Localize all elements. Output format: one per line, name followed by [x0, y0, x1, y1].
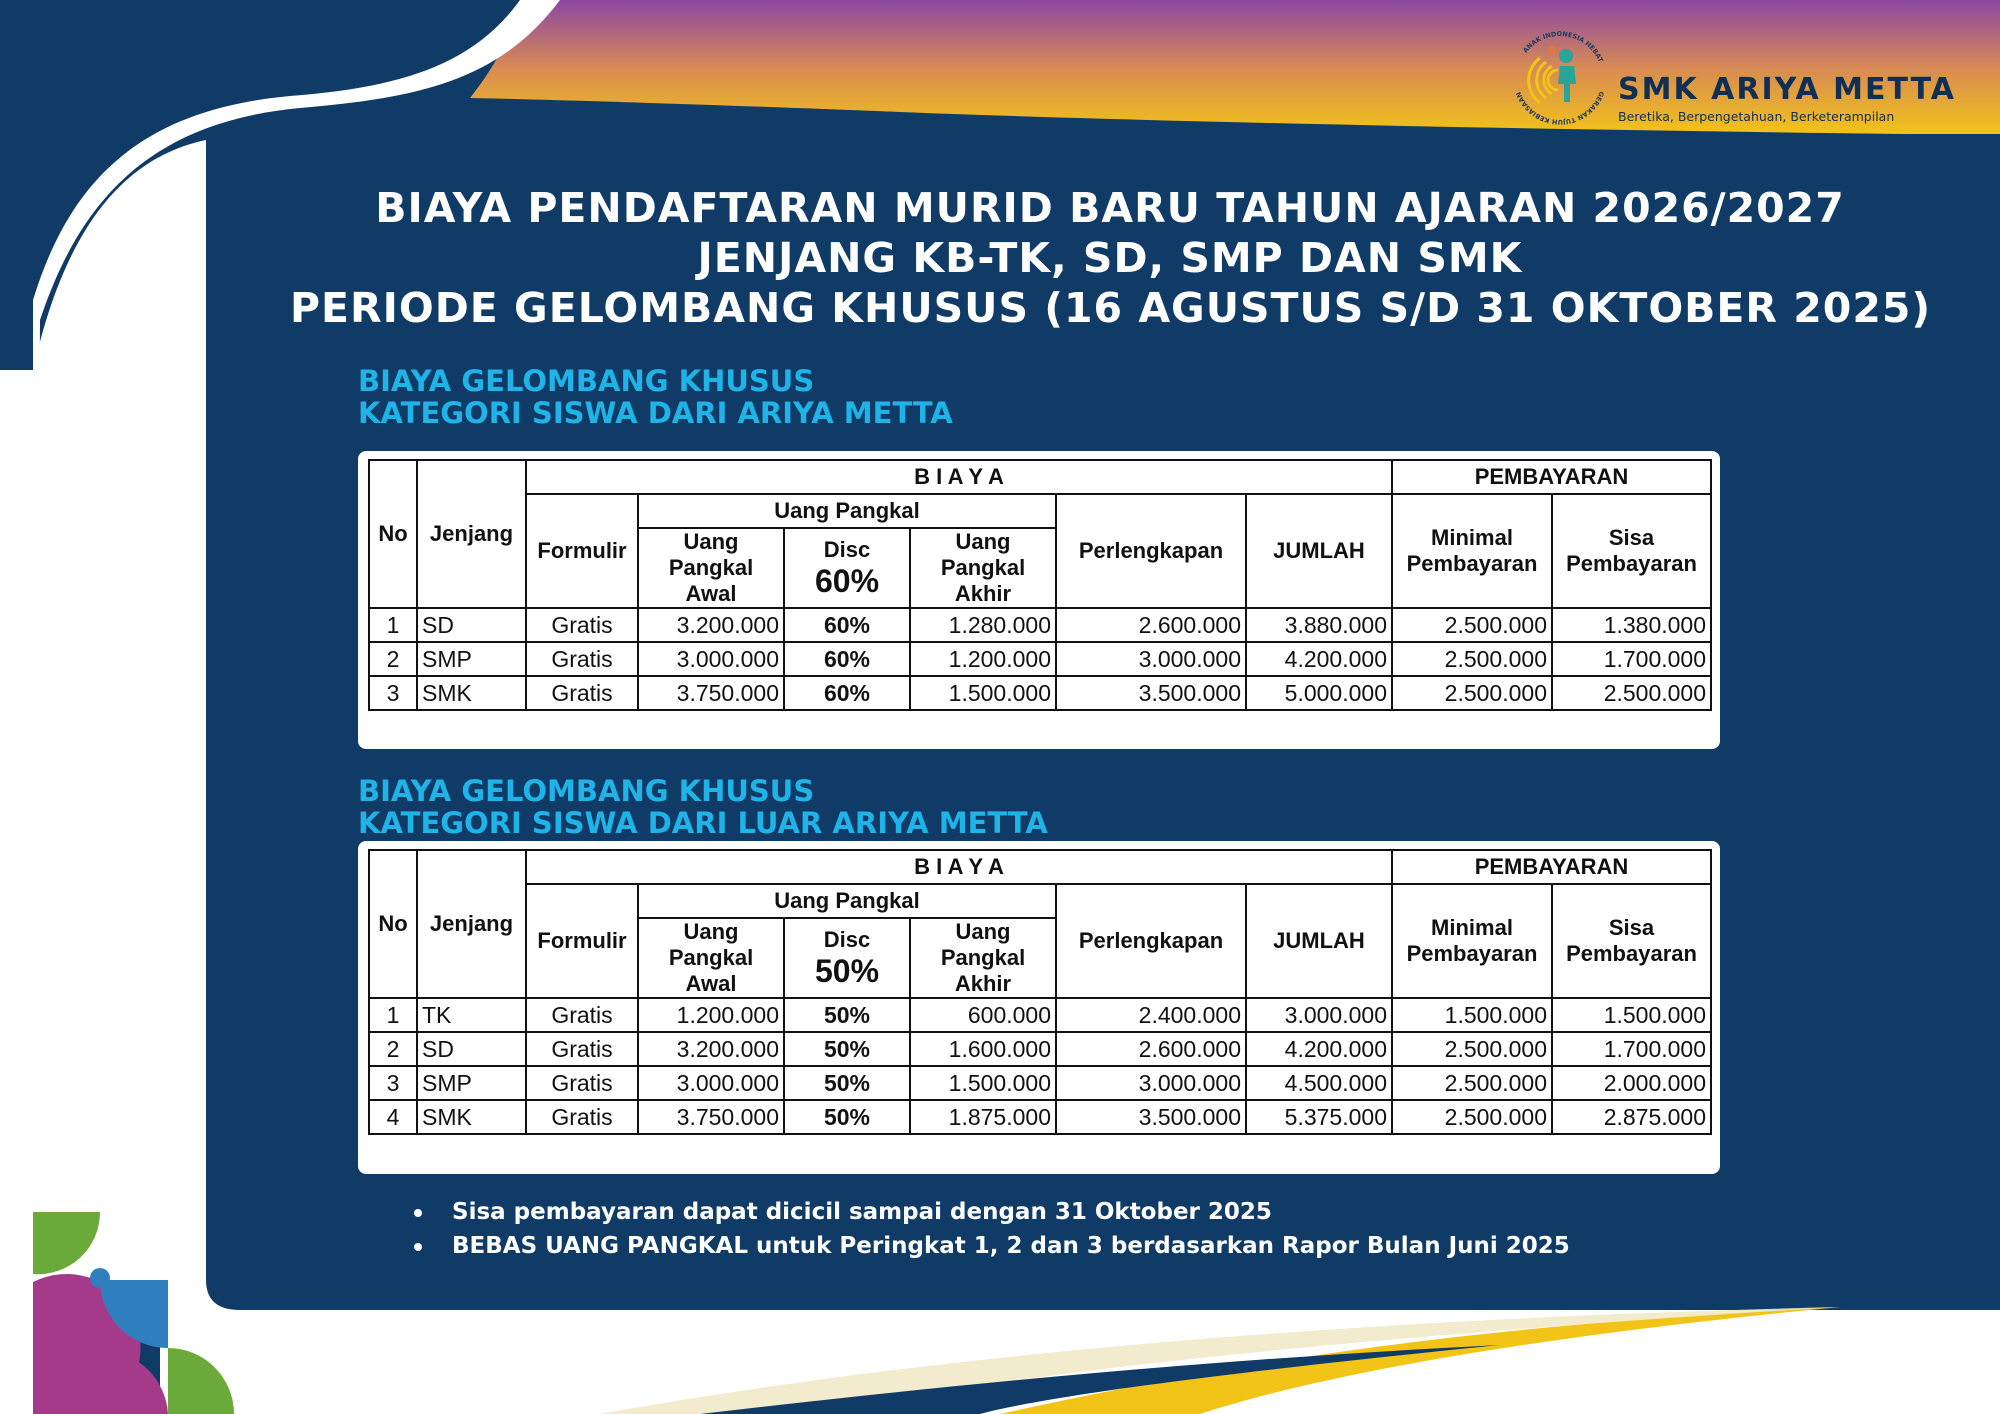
cell-disc: 60% — [784, 676, 910, 710]
cell-no: 3 — [369, 1066, 417, 1100]
cell-jumlah: 3.880.000 — [1246, 608, 1392, 642]
cell-up-awal: 3.200.000 — [638, 608, 784, 642]
header-up-akhir — [910, 918, 1056, 998]
cell-no: 4 — [369, 1100, 417, 1134]
header-biaya: B I A Y A — [526, 850, 1392, 884]
header-disc-label: Disc — [823, 536, 871, 562]
section-heading-external — [358, 775, 1048, 839]
header-sisa-line1: Sisa — [1608, 525, 1655, 550]
table-row — [369, 608, 1711, 642]
table-row — [369, 676, 1711, 710]
cell-formulir: Gratis — [526, 1066, 638, 1100]
title-line-2: JENJANG KB-TK, SD, SMP DAN SMK — [697, 234, 1523, 282]
header-perlengkapan: Perlengkapan — [1056, 884, 1246, 998]
header-sisa-pembayaran — [1552, 884, 1711, 998]
cell-disc: 50% — [784, 1032, 910, 1066]
header-minimal-line2: Pembayaran — [1406, 941, 1538, 966]
header-formulir: Formulir — [526, 884, 638, 998]
title-line-1: BIAYA PENDAFTARAN MURID BARU TAHUN AJARAN 2026/2027 — [375, 184, 1845, 232]
cell-formulir: Gratis — [526, 642, 638, 676]
header-perlengkapan: Perlengkapan — [1056, 494, 1246, 608]
cell-up-akhir: 1.875.000 — [910, 1100, 1056, 1134]
header-up-akhir-line1: Uang — [955, 919, 1011, 944]
cell-perlengkapan: 3.000.000 — [1056, 642, 1246, 676]
cell-jumlah: 4.500.000 — [1246, 1066, 1392, 1100]
title-line-3: PERIODE GELOMBANG KHUSUS (16 AGUSTUS S/D 31 OKTOBER 2025) — [290, 284, 1932, 332]
cell-no: 3 — [369, 676, 417, 710]
cell-jenjang: SMP — [417, 642, 526, 676]
cell-up-awal: 3.750.000 — [638, 1100, 784, 1134]
school-tagline: Beretika, Berpengetahuan, Berketerampilan — [1618, 109, 1895, 124]
header-biaya: B I A Y A — [526, 460, 1392, 494]
cell-up-awal: 3.000.000 — [638, 1066, 784, 1100]
section-heading-internal — [358, 365, 953, 429]
header-sisa-line2: Pembayaran — [1566, 941, 1697, 966]
fee-table-internal — [368, 459, 1712, 711]
cell-up-akhir: 1.500.000 — [910, 1066, 1056, 1100]
cell-perlengkapan: 3.500.000 — [1056, 1100, 1246, 1134]
cell-minimal: 2.500.000 — [1392, 1066, 1552, 1100]
header-sisa-pembayaran — [1552, 494, 1711, 608]
section-heading-line-2: KATEGORI SISWA DARI LUAR ARIYA METTA — [358, 806, 1048, 840]
header-jenjang: Jenjang — [417, 850, 526, 998]
cell-jumlah: 4.200.000 — [1246, 642, 1392, 676]
cell-formulir: Gratis — [526, 676, 638, 710]
cell-up-awal: 3.000.000 — [638, 642, 784, 676]
cell-no: 1 — [369, 608, 417, 642]
header-pembayaran: PEMBAYARAN — [1392, 460, 1711, 494]
logo-ring-bottom-text: ANAK INDONESIA HEBAT — [1521, 29, 1605, 64]
header-minimal-line2: Pembayaran — [1406, 551, 1538, 576]
header-up-akhir-line3: Akhir — [954, 581, 1012, 606]
cell-up-akhir: 1.500.000 — [910, 676, 1056, 710]
header-up-akhir-line2: Pangkal — [940, 555, 1026, 580]
section-heading-line-1: BIAYA GELOMBANG KHUSUS — [358, 774, 815, 808]
cell-formulir: Gratis — [526, 1032, 638, 1066]
cell-minimal: 2.500.000 — [1392, 676, 1552, 710]
cell-sisa: 2.000.000 — [1552, 1066, 1711, 1100]
cell-formulir: Gratis — [526, 1100, 638, 1134]
bullet-icon — [414, 1209, 422, 1217]
table-row — [369, 1100, 1711, 1134]
cell-up-akhir: 1.280.000 — [910, 608, 1056, 642]
header-uang-pangkal: Uang Pangkal — [638, 494, 1056, 528]
cell-up-akhir: 600.000 — [910, 998, 1056, 1032]
school-logo — [1510, 28, 1956, 128]
cell-perlengkapan: 2.600.000 — [1056, 1032, 1246, 1066]
cell-jenjang: SMK — [417, 1100, 526, 1134]
header-pembayaran: PEMBAYARAN — [1392, 850, 1711, 884]
header-disc-label: Disc — [823, 926, 871, 952]
cell-jumlah: 5.375.000 — [1246, 1100, 1392, 1134]
header-up-akhir-line3: Akhir — [954, 971, 1012, 996]
header-up-awal-line3: Awal — [685, 581, 737, 606]
header-up-awal-line1: Uang — [683, 919, 739, 944]
cell-disc: 50% — [784, 1100, 910, 1134]
cell-sisa: 1.700.000 — [1552, 1032, 1711, 1066]
table-row — [369, 1032, 1711, 1066]
logo-ring-top-text: GERAKAN TUJUH KEBIASAAN — [1514, 90, 1606, 127]
cell-minimal: 2.500.000 — [1392, 1100, 1552, 1134]
header-up-akhir-line2: Pangkal — [940, 945, 1026, 970]
cell-no: 2 — [369, 1032, 417, 1066]
header-sisa-line2: Pembayaran — [1566, 551, 1697, 576]
cell-minimal: 2.500.000 — [1392, 608, 1552, 642]
cell-jumlah: 5.000.000 — [1246, 676, 1392, 710]
cell-jenjang: SD — [417, 608, 526, 642]
fee-table-card-external — [358, 841, 1720, 1174]
cell-minimal: 1.500.000 — [1392, 998, 1552, 1032]
cell-disc: 50% — [784, 1066, 910, 1100]
header-minimal-pembayaran — [1392, 884, 1552, 998]
cell-up-akhir: 1.200.000 — [910, 642, 1056, 676]
bullet-icon — [414, 1243, 422, 1251]
cell-sisa: 2.875.000 — [1552, 1100, 1711, 1134]
header-up-awal-line2: Pangkal — [668, 555, 754, 580]
header-jenjang: Jenjang — [417, 460, 526, 608]
header-up-akhir-line1: Uang — [955, 529, 1011, 554]
fee-table-external — [368, 849, 1712, 1135]
cell-minimal: 2.500.000 — [1392, 1032, 1552, 1066]
cell-up-awal: 1.200.000 — [638, 998, 784, 1032]
cell-perlengkapan: 2.400.000 — [1056, 998, 1246, 1032]
logo-emblem-icon — [1510, 28, 1610, 128]
cell-sisa: 2.500.000 — [1552, 676, 1711, 710]
cell-up-akhir: 1.600.000 — [910, 1032, 1056, 1066]
header-minimal-pembayaran — [1392, 494, 1552, 608]
header-no: No — [369, 850, 417, 998]
cell-perlengkapan: 2.600.000 — [1056, 608, 1246, 642]
header-up-awal-line3: Awal — [685, 971, 737, 996]
header-up-awal-line1: Uang — [683, 529, 739, 554]
svg-text:GERAKAN TUJUH KEBIASAAN — [1515, 90, 1606, 126]
table-row — [369, 642, 1711, 676]
header-no: No — [369, 460, 417, 608]
cell-no: 1 — [369, 998, 417, 1032]
cell-sisa: 1.380.000 — [1552, 608, 1711, 642]
cell-formulir: Gratis — [526, 608, 638, 642]
header-disc-value: 50% — [814, 952, 880, 989]
cell-jenjang: SMP — [417, 1066, 526, 1100]
header-up-akhir — [910, 528, 1056, 608]
note-text: Sisa pembayaran dapat dicicil sampai dengan 31 Oktober 2025 — [452, 1199, 1272, 1225]
header-jumlah: JUMLAH — [1246, 494, 1392, 608]
header-up-awal — [638, 528, 784, 608]
table-body-internal — [369, 608, 1711, 710]
cell-no: 2 — [369, 642, 417, 676]
cell-perlengkapan: 3.000.000 — [1056, 1066, 1246, 1100]
cell-jumlah: 3.000.000 — [1246, 998, 1392, 1032]
header-minimal-line1: Minimal — [1431, 525, 1513, 550]
cell-jumlah: 4.200.000 — [1246, 1032, 1392, 1066]
cell-perlengkapan: 3.500.000 — [1056, 676, 1246, 710]
header-disc — [784, 918, 910, 998]
fee-table-card-internal — [358, 451, 1720, 749]
cell-jenjang: SD — [417, 1032, 526, 1066]
cell-sisa: 1.700.000 — [1552, 642, 1711, 676]
cell-minimal: 2.500.000 — [1392, 642, 1552, 676]
header-uang-pangkal: Uang Pangkal — [638, 884, 1056, 918]
cell-formulir: Gratis — [526, 998, 638, 1032]
header-formulir: Formulir — [526, 494, 638, 608]
section-heading-line-2: KATEGORI SISWA DARI ARIYA METTA — [358, 396, 953, 430]
cell-disc: 60% — [784, 642, 910, 676]
header-sisa-line1: Sisa — [1608, 915, 1655, 940]
cell-up-awal: 3.750.000 — [638, 676, 784, 710]
cell-jenjang: TK — [417, 998, 526, 1032]
cell-disc: 50% — [784, 998, 910, 1032]
school-name: SMK ARIYA METTA — [1618, 72, 1956, 107]
table-row — [369, 1066, 1711, 1100]
header-disc-value: 60% — [814, 562, 880, 599]
header-minimal-line1: Minimal — [1431, 915, 1513, 940]
cell-jenjang: SMK — [417, 676, 526, 710]
table-body-external — [369, 998, 1711, 1134]
cell-disc: 60% — [784, 608, 910, 642]
cell-up-awal: 3.200.000 — [638, 1032, 784, 1066]
header-up-awal-line2: Pangkal — [668, 945, 754, 970]
table-row — [369, 998, 1711, 1032]
section-heading-line-1: BIAYA GELOMBANG KHUSUS — [358, 364, 815, 398]
header-up-awal — [638, 918, 784, 998]
cell-sisa: 1.500.000 — [1552, 998, 1711, 1032]
header-jumlah: JUMLAH — [1246, 884, 1392, 998]
note-text: BEBAS UANG PANGKAL untuk Peringkat 1, 2 dan 3 berdasarkan Rapor Bulan Juni 2025 — [452, 1233, 1570, 1259]
header-disc — [784, 528, 910, 608]
